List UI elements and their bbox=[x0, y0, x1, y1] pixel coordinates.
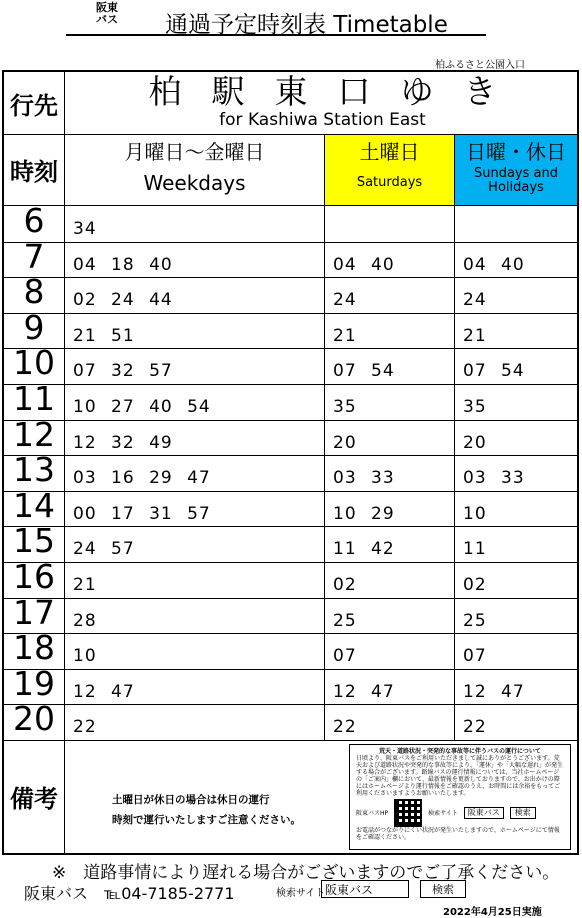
saturday-minutes: 11 42 bbox=[333, 539, 395, 560]
saturdays-header-ja: 土曜日 bbox=[359, 140, 420, 164]
holiday-minutes: 04 40 bbox=[463, 254, 525, 275]
saturday-minutes bbox=[325, 206, 454, 242]
company-logo-text bbox=[86, 2, 128, 26]
page-title: 通過予定時刻表 Timetable bbox=[165, 12, 448, 38]
weekday-minutes: 12 32 49 bbox=[73, 432, 173, 453]
holiday-minutes: 07 bbox=[463, 646, 487, 667]
hour-cell: 20 bbox=[13, 699, 55, 739]
holiday-minutes: 25 bbox=[463, 610, 487, 631]
holiday-minutes: 10 bbox=[463, 503, 487, 524]
hour-cell: 15 bbox=[13, 521, 55, 561]
saturday-minutes: 03 33 bbox=[333, 468, 395, 489]
hour-cell: 12 bbox=[13, 414, 55, 454]
destination-label: 行先 bbox=[10, 91, 58, 120]
holidays-header-ja: 日曜・休日 bbox=[466, 140, 566, 164]
saturday-minutes: 24 bbox=[333, 290, 357, 311]
notice-search-button: 検索 bbox=[510, 807, 536, 819]
notice-search-row bbox=[356, 799, 564, 827]
weekday-minutes: 24 57 bbox=[73, 539, 135, 560]
hour-cell: 7 bbox=[23, 236, 45, 276]
saturday-minutes: 07 54 bbox=[333, 361, 395, 382]
destination-en: for Kashiwa Station East bbox=[219, 110, 426, 130]
weekday-minutes: 21 bbox=[73, 575, 97, 595]
notice-title: 荒天・道路状況・突発的な事故等に伴うバスの運行について bbox=[379, 748, 541, 755]
footer-search-button: 検索 bbox=[420, 880, 466, 898]
hour-cell: 8 bbox=[23, 272, 45, 312]
hour-cell: 11 bbox=[13, 379, 55, 418]
time-label: 時刻 bbox=[10, 158, 58, 186]
footer-search-label: 検索サイト bbox=[276, 888, 326, 899]
weekday-minutes: 12 47 bbox=[73, 681, 135, 702]
saturday-minutes: 07 bbox=[333, 646, 357, 667]
weekdays-header-en: Weekdays bbox=[143, 171, 246, 195]
weekday-minutes: 28 bbox=[73, 610, 97, 631]
saturdays-header-en: Saturdays bbox=[356, 175, 423, 190]
holiday-minutes: 35 bbox=[463, 397, 487, 417]
holiday-minutes: 20 bbox=[463, 432, 487, 453]
remarks-label: 備考 bbox=[10, 785, 58, 813]
notice-footer: お電話がつながりにくい状況が発生いたしますので、ホームページにて情報をご確認ください。 bbox=[356, 827, 560, 841]
saturday-minutes: 25 bbox=[333, 610, 357, 631]
holiday-minutes: 11 bbox=[463, 539, 487, 560]
weekdays-header-ja: 月曜日〜金曜日 bbox=[124, 140, 265, 164]
weekday-minutes: 10 bbox=[73, 646, 97, 667]
weekdays-header bbox=[65, 135, 324, 205]
saturday-minutes: 20 bbox=[333, 432, 357, 453]
weekday-minutes: 34 bbox=[73, 219, 97, 239]
holiday-minutes: 21 bbox=[463, 325, 487, 346]
weekday-minutes: 10 27 40 54 bbox=[73, 397, 211, 417]
hour-cell: 19 bbox=[13, 663, 55, 703]
weekday-minutes: 04 18 40 bbox=[73, 254, 173, 275]
hour-cell: 13 bbox=[13, 450, 55, 490]
notice-hp-label: 阪東バスHP bbox=[356, 809, 389, 817]
company-line1: 阪東 bbox=[96, 1, 118, 14]
remarks-text bbox=[112, 790, 332, 830]
destination-ja: 柏駅東口ゆき bbox=[148, 72, 527, 111]
weekday-minutes: 03 16 29 47 bbox=[73, 468, 211, 489]
weekday-minutes: 21 51 bbox=[73, 325, 135, 346]
weekday-minutes: 00 17 31 57 bbox=[73, 503, 211, 524]
remarks-text-line2: 時刻で運行いたしますご注意ください。 bbox=[112, 814, 301, 826]
saturday-minutes: 21 bbox=[333, 325, 357, 346]
saturday-minutes: 22 bbox=[333, 717, 357, 738]
holiday-minutes: 12 47 bbox=[463, 681, 525, 702]
effective-date: 2022年4月25日実施 bbox=[443, 907, 542, 918]
hour-cell: 16 bbox=[13, 557, 55, 596]
hour-cell: 18 bbox=[13, 628, 55, 668]
holiday-minutes: 24 bbox=[463, 290, 487, 311]
weekday-minutes: 22 bbox=[73, 717, 97, 738]
delay-note: ※ 道路事情により遅れる場合がございますのでご了承ください。 bbox=[52, 863, 560, 883]
weekday-minutes: 02 24 44 bbox=[73, 290, 173, 311]
company-line2: バス bbox=[96, 13, 118, 26]
hour-cell: 9 bbox=[23, 307, 45, 347]
hour-cell: 10 bbox=[13, 343, 55, 383]
remarks-text-line1: 土曜日が休日の場合は休日の運行 bbox=[112, 794, 270, 806]
saturday-minutes: 35 bbox=[333, 397, 357, 417]
qr-code-icon bbox=[394, 799, 422, 827]
notice-box bbox=[349, 744, 571, 850]
remarks-divider bbox=[4, 740, 577, 741]
holidays-header-en: Sundays and Holidays bbox=[473, 166, 558, 195]
holiday-minutes: 07 54 bbox=[463, 361, 525, 382]
hour-cell: 17 bbox=[13, 592, 55, 632]
saturday-minutes: 10 29 bbox=[333, 503, 395, 524]
holidays-header bbox=[455, 135, 577, 205]
saturday-minutes: 04 40 bbox=[333, 254, 395, 275]
saturday-minutes: 02 bbox=[333, 575, 357, 595]
hour-cell: 6 bbox=[23, 201, 45, 240]
stop-name: 柏ふるさと公園入口 bbox=[435, 60, 525, 71]
holiday-minutes bbox=[455, 206, 577, 242]
notice-body: 日頃より、阪東バスをご利用いただきまして誠にありがとうございます。荒天および道路状況や突発的な事故等により、「運休」や「大幅な遅れ」が発生する場合がございます。路線バスの運行情報については、当社ホームページの「ご案内」欄において、最新情報を更新しておりますので、お出かけの際にはホームページより運行情報をご確認のうえ、お時間には余裕をもってご利用くださいますようお願いいたします。 bbox=[356, 755, 564, 797]
holiday-minutes: 02 bbox=[463, 575, 487, 595]
holiday-minutes: 22 bbox=[463, 717, 487, 738]
footer-search-box: 阪東バス bbox=[321, 880, 409, 898]
notice-search-box: 阪東バス bbox=[464, 807, 504, 819]
holiday-minutes: 03 33 bbox=[463, 468, 525, 489]
saturday-minutes: 12 47 bbox=[333, 681, 395, 702]
weekday-minutes: 07 32 57 bbox=[73, 361, 173, 382]
timetable bbox=[2, 70, 579, 855]
notice-search-label: 検索サイト bbox=[428, 809, 458, 817]
company-phone: 阪東バス ℡04-7185-2771 bbox=[24, 884, 235, 903]
saturdays-header bbox=[325, 135, 454, 205]
hour-cell: 14 bbox=[13, 485, 55, 525]
